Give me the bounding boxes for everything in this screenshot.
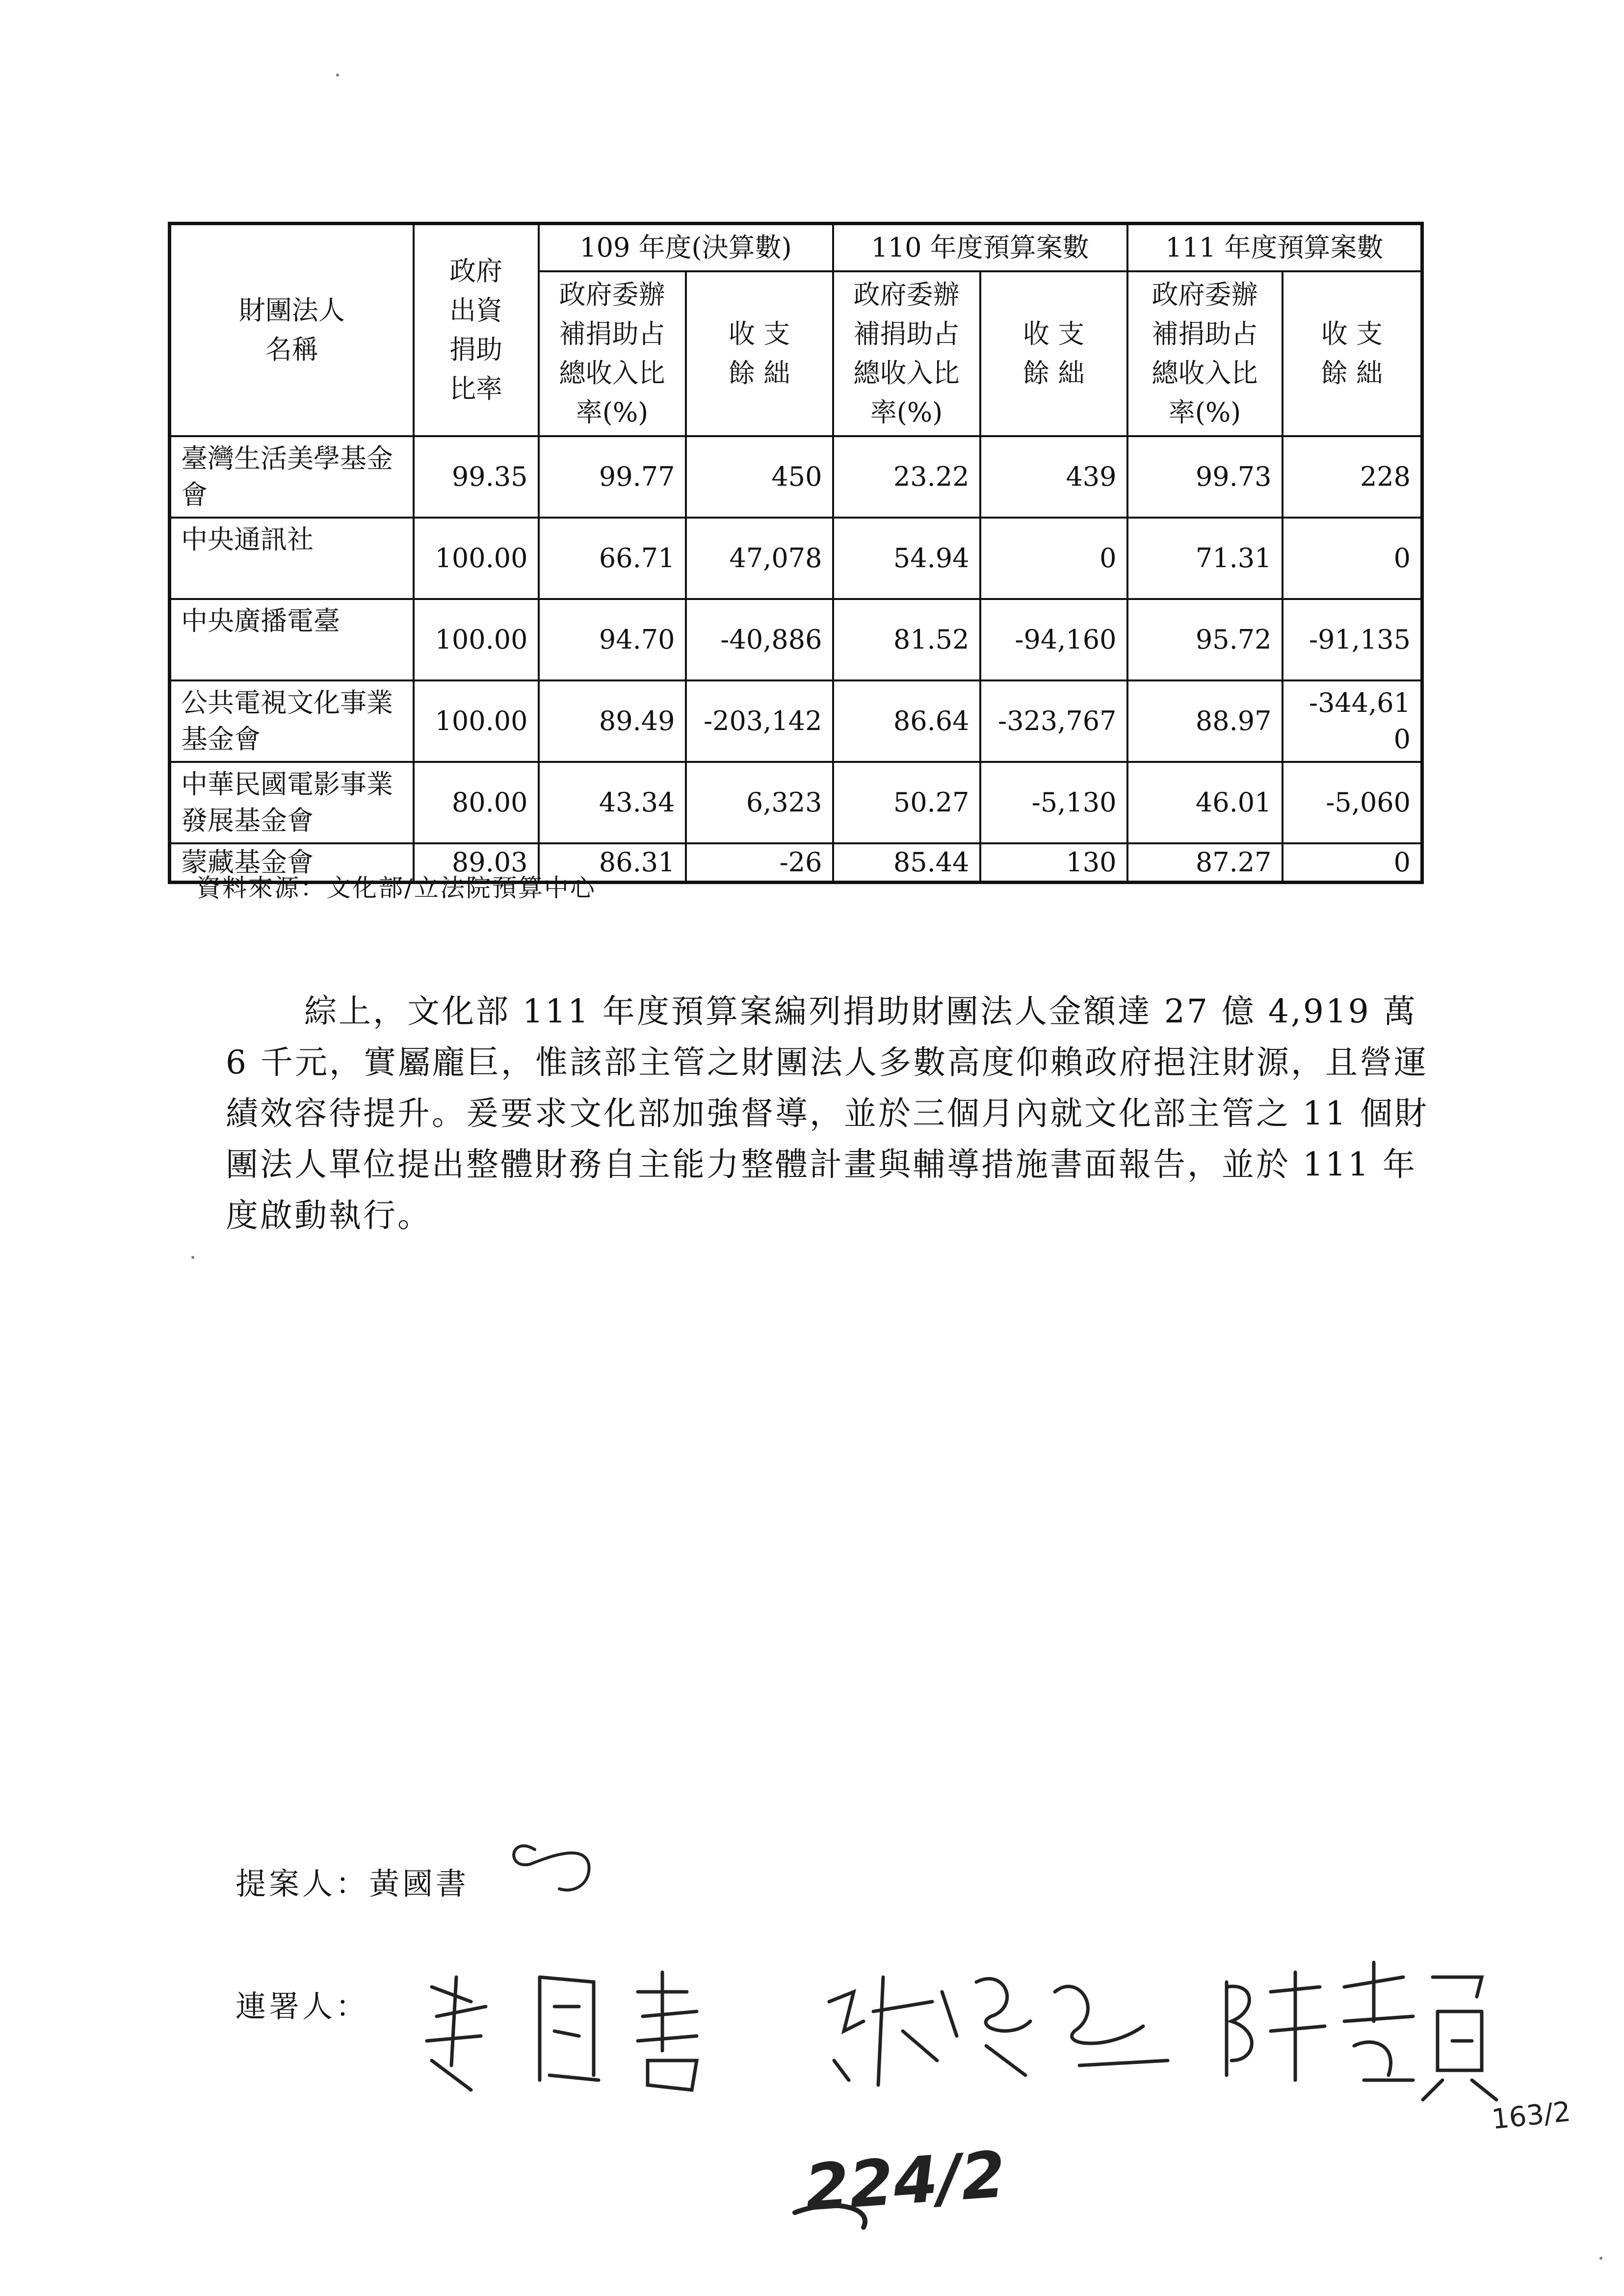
row-110-ratio: 54.94 [833,518,980,599]
row-109-balance: -26 [686,843,833,883]
header-year-110: 110 年度預算案數 [833,224,1127,272]
header-row-years [170,224,1422,272]
table-row [170,762,1422,843]
budget-table [168,222,1424,884]
row-111-balance: 0 [1283,843,1422,883]
row-109-balance: -203,142 [686,680,833,762]
header-109-balance: 收 支 餘 絀 [686,271,833,436]
row-name: 中央通訊社 [170,518,414,599]
scan-speck [191,1256,194,1259]
row-ratio: 89.03 [414,843,539,883]
header-ratio: 政府 出資 捐助 比率 [414,224,539,437]
row-name: 中華民國電影事業發展基金會 [170,762,414,843]
header-111-ratio: 政府委辦 補捐助占 總收入比 率(%) [1127,271,1283,436]
row-111-ratio: 95.72 [1127,599,1283,680]
row-110-balance: -323,767 [980,680,1127,762]
row-110-balance: 0 [980,518,1127,599]
row-109-ratio: 66.71 [539,518,686,599]
row-109-balance: 47,078 [686,518,833,599]
row-ratio: 100.00 [414,518,539,599]
row-111-balance: 0 [1283,518,1422,599]
row-110-balance: -94,160 [980,599,1127,680]
cosigner-label: 連署人： [236,1988,369,2024]
header-111-balance: 收 支 餘 絀 [1283,271,1422,436]
row-111-ratio: 71.31 [1127,518,1283,599]
header-110-ratio: 政府委辦 補捐助占 總收入比 率(%) [833,271,980,436]
header-110-balance: 收 支 餘 絀 [980,271,1127,436]
row-110-balance: 130 [980,843,1127,883]
row-109-ratio: 43.34 [539,762,686,843]
row-109-balance: 6,323 [686,762,833,843]
page-mark-small: 163/2 [1490,2095,1572,2136]
table-row [170,599,1422,680]
row-109-ratio: 89.49 [539,680,686,762]
page-mark-big: 224/2 [802,2137,1008,2226]
table-row [170,680,1422,762]
row-ratio: 100.00 [414,680,539,762]
signature-flourish [514,1846,589,1890]
row-110-ratio: 23.22 [833,436,980,518]
source-note: 資料來源：文化部/立法院預算中心 [196,874,596,902]
signature-chang [829,1977,1168,2085]
header-year-111: 111 年度預算案數 [1127,224,1422,272]
row-110-ratio: 81.52 [833,599,980,680]
row-111-ratio: 46.01 [1127,762,1283,843]
row-111-balance: -5,060 [1283,762,1422,843]
row-111-ratio: 87.27 [1127,843,1283,883]
row-109-balance: -40,886 [686,599,833,680]
table-row [170,518,1422,599]
header-name: 財團法人 名稱 [170,224,414,437]
row-ratio: 100.00 [414,599,539,680]
body-paragraph [226,986,1438,1241]
signature-huang [427,1972,697,2090]
signature-chen [1227,1962,1496,2100]
row-name: 臺灣生活美學基金會 [170,436,414,518]
row-109-ratio: 94.70 [539,599,686,680]
row-109-ratio: 86.31 [539,843,686,883]
proposer-line: 提案人：黃國書 [236,1866,470,1902]
header-109-ratio: 政府委辦 補捐助占 總收入比 率(%) [539,271,686,436]
header-year-109: 109 年度(決算數) [539,224,833,272]
row-111-ratio: 88.97 [1127,680,1283,762]
row-111-balance: 228 [1283,436,1422,518]
scan-speck [336,74,339,77]
budget-table-container [168,222,1420,884]
paragraph-text: 綜上，文化部 111 年度預算案編列捐助財團法人金額達 27 億 4,919 萬 6 千元，實屬龐巨，惟該部主管之財團法人多數高度仰賴政府挹注財源，且營運績效容待提升。爰要求文化部加強督導，並於三個月內就文化部主管之 11 個財團法人單位提出整體財務自主能力整體計畫與輔導措施書面報告，並於 111 年度啟動執行。 [226,992,1429,1234]
row-name: 中央廣播電臺 [170,599,414,680]
row-111-ratio: 99.73 [1127,436,1283,518]
row-110-ratio: 85.44 [833,843,980,883]
row-109-balance: 450 [686,436,833,518]
row-109-ratio: 99.77 [539,436,686,518]
row-name: 公共電視文化事業基金會 [170,680,414,762]
row-111-balance: -91,135 [1283,599,1422,680]
row-111-balance: -344,610 [1283,680,1422,762]
row-ratio: 80.00 [414,762,539,843]
row-110-balance: -5,130 [980,762,1127,843]
row-name: 蒙藏基金會 [170,843,414,883]
row-110-ratio: 86.64 [833,680,980,762]
table-row [170,436,1422,518]
row-110-ratio: 50.27 [833,762,980,843]
row-ratio: 99.35 [414,436,539,518]
scan-speck [1599,2257,1602,2260]
row-110-balance: 439 [980,436,1127,518]
